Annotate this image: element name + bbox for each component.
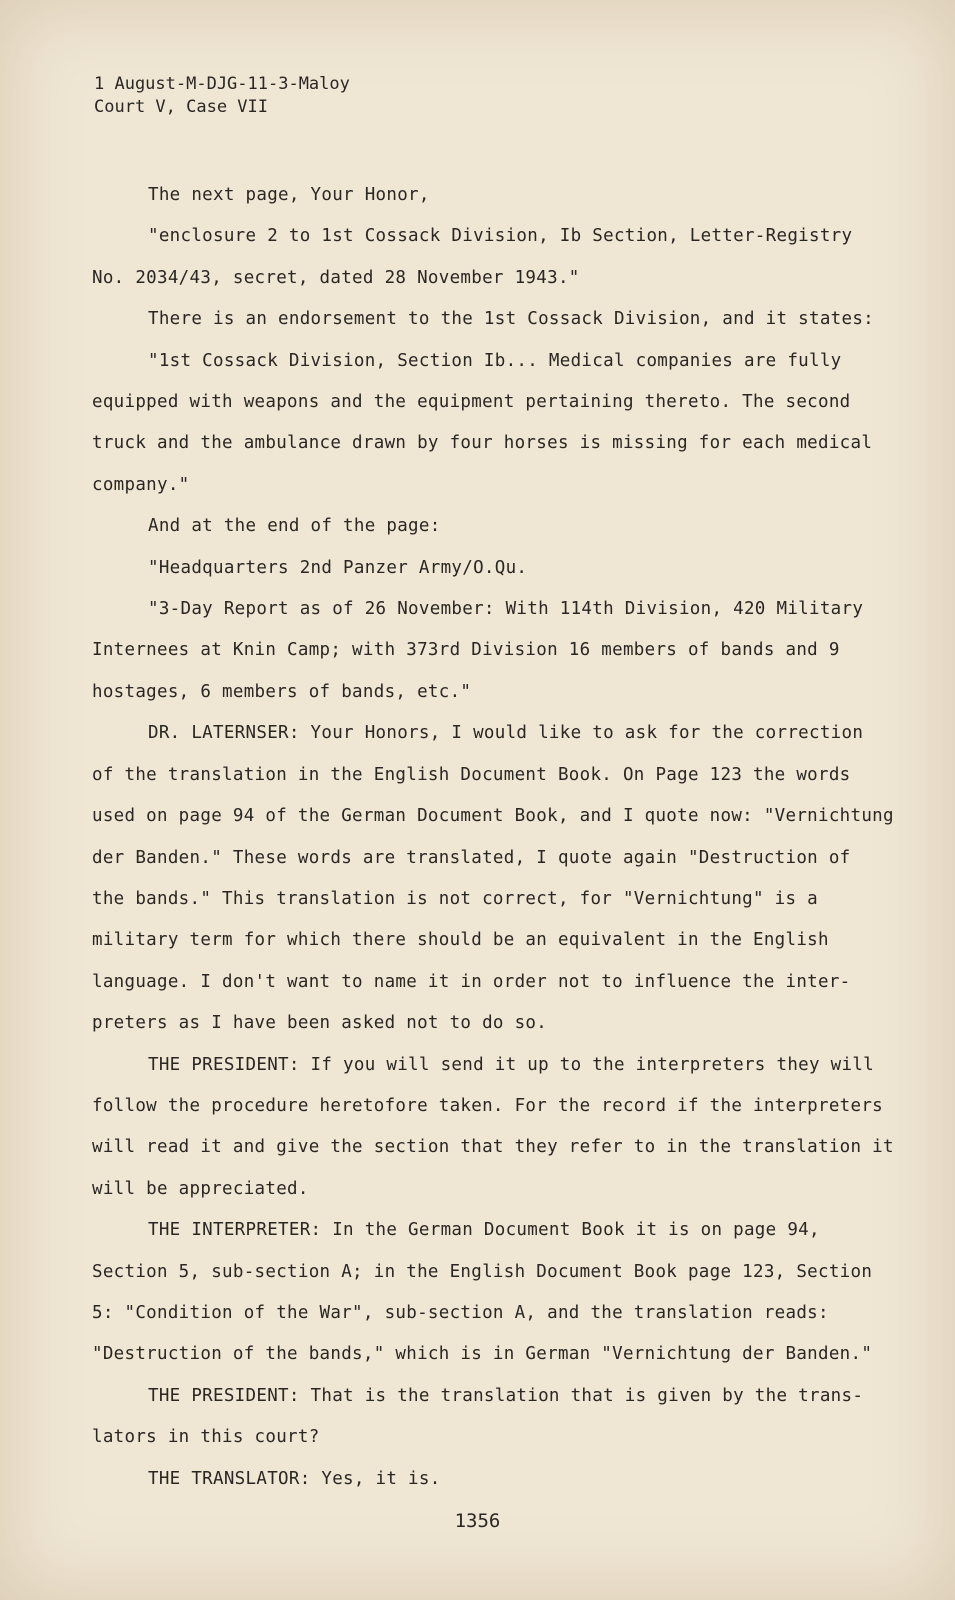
text-line: preters as I have been asked not to do so. [92, 1013, 548, 1034]
text-line: will read it and give the section that they refer to in the translation it [92, 1137, 894, 1158]
text-line: THE TRANSLATOR: Yes, it is. [148, 1468, 441, 1489]
transcript-body [92, 175, 894, 1500]
text-line: No. 2034/43, secret, dated 28 November 1943." [92, 267, 580, 288]
text-line: company." [92, 474, 190, 495]
text-line: "Destruction of the bands," which is in German "Vernichtung der Banden." [92, 1344, 873, 1365]
text-line: military term for which there should be an equivalent in the English [92, 930, 829, 951]
text-line: equipped with weapons and the equipment pertaining thereto. The second [92, 392, 851, 413]
text-line: used on page 94 of the German Document Book, and I quote now: "Vernichtung [92, 806, 894, 827]
paragraph-6 [92, 548, 882, 589]
paragraph-7 [92, 589, 882, 713]
text-line: "enclosure 2 to 1st Cossack Division, Ib Section, Letter-Registry [148, 226, 853, 247]
text-line: "3-Day Report as of 26 November: With 114th Division, 420 Military [148, 599, 864, 620]
text-line: "Headquarters 2nd Panzer Army/O.Qu. [148, 557, 528, 578]
paragraph-4 [92, 341, 882, 507]
paragraph-12 [92, 1459, 882, 1500]
text-line: language. I don't want to name it in order not to influence the inter- [92, 971, 851, 992]
text-line: follow the procedure heretofore taken. For the record if the interpreters [92, 1095, 884, 1116]
text-line: Section 5, sub-section A; in the English Document Book page 123, Section [92, 1261, 873, 1282]
text-line: There is an endorsement to the 1st Cossack Division, and it states: [148, 309, 875, 330]
text-line: Internees at Knin Camp; with 373rd Division 16 members of bands and 9 [92, 640, 840, 661]
paragraph-10 [92, 1210, 882, 1376]
text-line: lators in this court? [92, 1427, 320, 1448]
text-line: the bands." This translation is not correct, for "Vernichtung" is a [92, 888, 819, 909]
text-line: der Banden." These words are translated, I quote again "Destruction of [92, 847, 851, 868]
text-line: of the translation in the English Document Book. On Page 123 the words [92, 764, 851, 785]
paragraph-11 [92, 1376, 882, 1459]
text-line: The next page, Your Honor, [148, 185, 430, 205]
header-reference: 1 August-M-DJG-11-3-Maloy [94, 74, 350, 94]
paragraph-9 [92, 1045, 894, 1211]
text-line: "1st Cossack Division, Section Ib... Medical companies are fully [148, 350, 842, 371]
header-court-case: Court V, Case VII [94, 97, 268, 117]
page-number: 1356 [454, 1510, 501, 1532]
text-line: hostages, 6 members of bands, etc." [92, 681, 472, 702]
text-line: DR. LATERNSER: Your Honors, I would like to ask for the correction [148, 723, 864, 744]
text-line: will be appreciated. [92, 1178, 309, 1199]
document-header [94, 73, 350, 119]
text-line: THE PRESIDENT: That is the translation that is given by the trans- [148, 1385, 864, 1406]
text-line: truck and the ambulance drawn by four horses is missing for each medical [92, 433, 873, 454]
text-line: THE PRESIDENT: If you will send it up to the interpreters they will [148, 1054, 875, 1075]
paragraph-8 [92, 713, 894, 1044]
paragraph-5 [92, 506, 882, 547]
text-line: 5: "Condition of the War", sub-section A, and the translation reads: [92, 1302, 829, 1323]
paragraph-2 [92, 216, 882, 299]
text-line: And at the end of the page: [148, 516, 441, 537]
paragraph-1 [92, 175, 882, 216]
text-line: THE INTERPRETER: In the German Document Book it is on page 94, [148, 1220, 820, 1241]
paragraph-3 [92, 299, 882, 340]
